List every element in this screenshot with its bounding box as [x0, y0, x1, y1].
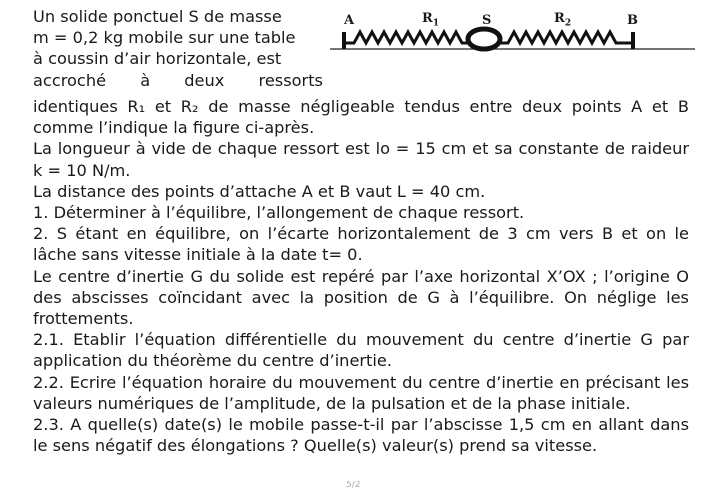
intro-line-justified — [33, 70, 323, 91]
label-r2-sub: 2 — [564, 18, 572, 29]
intro-word: deux — [184, 70, 225, 90]
intro-line: m = 0,2 kg mobile sur une table — [33, 28, 296, 48]
intro-word: accroché — [33, 70, 107, 90]
spring-system-figure — [330, 8, 695, 66]
solid-s — [468, 29, 500, 49]
spring-diagram — [330, 8, 695, 66]
paragraph: La longueur à vide de chaque ressort est lo = 15 cm et sa constante de raideur k = 10 N/m. — [33, 139, 689, 180]
intro-block — [33, 6, 323, 91]
intro-line: à coussin d’air horizontale, est — [33, 49, 282, 69]
spring-r2 — [501, 32, 631, 43]
question-2-3: 2.3. A quelle(s) date(s) le mobile passe-t-il par l’abscisse 1,5 cm en allant dans le sens négatif des élongations ? Quelle(s) valeur(s) prend sa vitesse. — [33, 415, 689, 456]
question-2-1: 2.1. Etablir l’équation différentielle du mouvement du centre d’inertie G par application du théorème du centre d’inertie. — [33, 330, 689, 371]
exercise-body — [33, 96, 689, 456]
question-2: 2. S étant en équilibre, on l’écarte horizontalement de 3 cm vers B et on le lâche sans vitesse initiale à la date t= 0. — [33, 224, 689, 265]
paragraph: Le centre d’inertie G du solide est repéré par l’axe horizontal X’OX ; l’origine O des abscisses coïncidant avec la position de G à l’équilibre. On néglige les frottements. — [33, 266, 689, 329]
anchor-a — [342, 32, 346, 49]
label-a: A — [344, 13, 355, 28]
intro-word: à — [140, 70, 151, 90]
label-b: B — [627, 13, 638, 28]
question-2-2: 2.2. Ecrire l’équation horaire du mouvement du centre d’inertie en précisant les valeurs numériques de l’amplitude, de la pulsation et de la phase initiale. — [33, 372, 689, 413]
question-1: 1. Déterminer à l’équilibre, l’allongement de chaque ressort. — [33, 203, 525, 223]
spring-r1 — [346, 32, 467, 43]
label-s: S — [482, 13, 492, 28]
intro-word: ressorts — [258, 70, 323, 90]
intro-line: Un solide ponctuel S de masse — [33, 7, 282, 26]
label-r1-sub: 1 — [432, 18, 440, 29]
label-r2-letter: R — [554, 11, 565, 26]
anchor-b — [631, 32, 635, 49]
page-number: 5/2 — [346, 481, 361, 489]
label-r1-letter: R — [422, 11, 433, 26]
paragraph: La distance des points d’attache A et B vaut L = 40 cm. — [33, 181, 486, 201]
paragraph: identiques R₁ et R₂ de masse négligeable tendus entre deux points A et B comme l’indique la figure ci-après. — [33, 97, 689, 138]
